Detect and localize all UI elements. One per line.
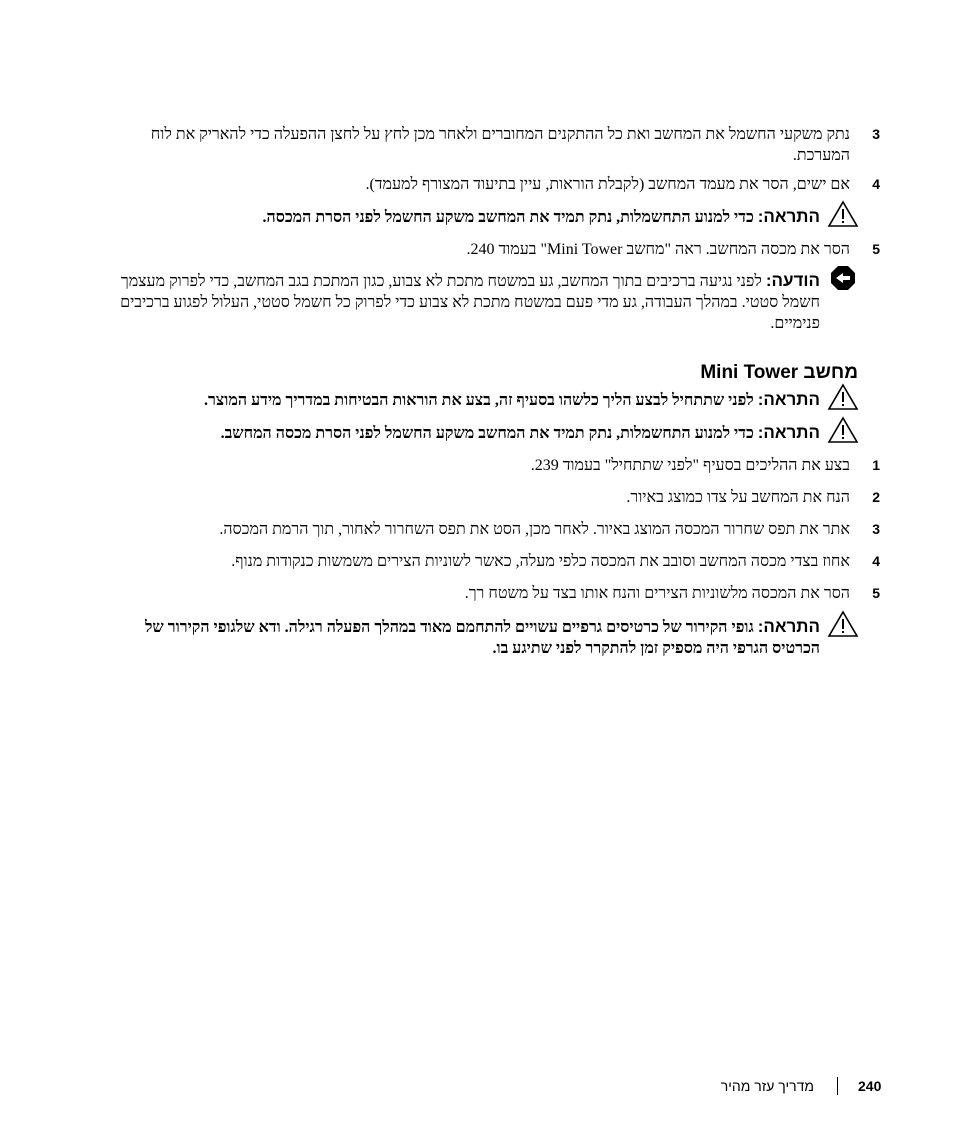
footer-divider	[837, 1077, 838, 1095]
notice-label: הודעה:	[765, 271, 820, 290]
step-number: 5	[872, 241, 880, 257]
step-text: הסר את מכסה המחשב. ראה "מחשב Mini Tower" בעמוד 240.	[466, 241, 850, 258]
step-number: 4	[872, 176, 880, 192]
caution-label: התראה:	[757, 617, 820, 636]
step-number: 2	[872, 489, 880, 505]
step-number: 5	[872, 585, 880, 601]
page-number: 240	[858, 1078, 882, 1094]
section-step-1	[130, 455, 880, 476]
caution-b	[80, 422, 820, 444]
step-text: אתר את תפס שחרור המכסה המוצג באיור. לאחר מכן, הסט את תפס השחרור לאחור, תוך הרמת המכסה.	[219, 521, 850, 538]
step-text: אחוז בצדי מכסה המחשב וסובב את המכסה כלפי מעלה, כאשר לשוניות הצירים משמשות כנקודות מנוף.	[231, 553, 850, 570]
step-4	[130, 174, 880, 195]
warning-triangle-icon	[827, 610, 859, 638]
warning-triangle-icon	[827, 200, 859, 228]
section-heading: מחשב Mini Tower	[700, 362, 858, 383]
stop-octagon-icon	[827, 264, 859, 292]
step-number: 1	[872, 457, 880, 473]
warning-triangle-icon	[827, 383, 859, 411]
caution-text: לפני שתתחיל לבצע הליך כלשהו בסעיף זה, בצע את הוראות הבטיחות במדריך מידע המוצר.	[204, 392, 754, 409]
caution-label: התראה:	[757, 390, 820, 409]
caution-label: התראה:	[757, 207, 820, 226]
warning-triangle-icon	[827, 416, 859, 444]
step-number: 3	[872, 126, 880, 142]
caution-a	[80, 389, 820, 411]
step-number: 4	[872, 553, 880, 569]
section-step-5	[130, 583, 880, 604]
step-number: 3	[872, 521, 880, 537]
step-text: הסר את המכסה מלשוניות הצירים והנח אותו בצד על משטח רך.	[464, 585, 850, 602]
footer-title: מדריך עזר מהיר	[720, 1078, 814, 1094]
step-text: בצע את ההליכים בסעיף "לפני שתתחיל" בעמוד 239.	[530, 457, 850, 474]
step-3	[130, 124, 880, 166]
caution-c	[108, 616, 820, 659]
caution-label: התראה:	[757, 423, 820, 442]
step-text: הנח את המחשב על צדו כמוצג באיור.	[626, 489, 850, 506]
step-text: נתק משקעי החשמל את המחשב ואת כל ההתקנים המחוברים ולאחר מכן לחץ על לחצן ההפעלה כדי להאריק את לוח המערכת.	[150, 126, 850, 164]
caution-1	[120, 206, 820, 228]
notice-text: לפני נגיעה ברכיבים בתוך המחשב, גע במשטח מתכת לא צבוע, כגון המתכת בגב המחשב, כדי לפרוק מעצמך חשמל סטטי. במהלך העבודה, גע מדי פעם במשטח מתכת לא צבוע כדי לפרוק כל חשמל סטטי, העלול לפגוע ברכיבים פנימיים.	[120, 273, 820, 332]
notice	[120, 270, 820, 334]
section-step-4	[130, 551, 880, 572]
section-step-2	[130, 487, 880, 508]
step-text: אם ישים, הסר את מעמד המחשב (לקבלת הוראות, עיין בתיעוד המצורף למעמד).	[365, 176, 850, 193]
caution-text: כדי למנוע התחשמלות, נתק תמיד את המחשב משקע החשמל לפני הסרת מכסה המחשב.	[220, 425, 754, 442]
section-step-3	[130, 519, 880, 540]
caution-text: כדי למנוע התחשמלות, נתק תמיד את המחשב משקע החשמל לפני הסרת המכסה.	[262, 209, 754, 226]
step-5	[130, 239, 880, 260]
caution-text: גופי הקירור של כרטיסים גרפיים עשויים להתחמם מאוד במהלך הפעלה רגילה. ודא שלגופי הקירור של הכרטיס הגרפי היה מספיק זמן להתקרר לפני שתיגע בו.	[144, 619, 820, 657]
